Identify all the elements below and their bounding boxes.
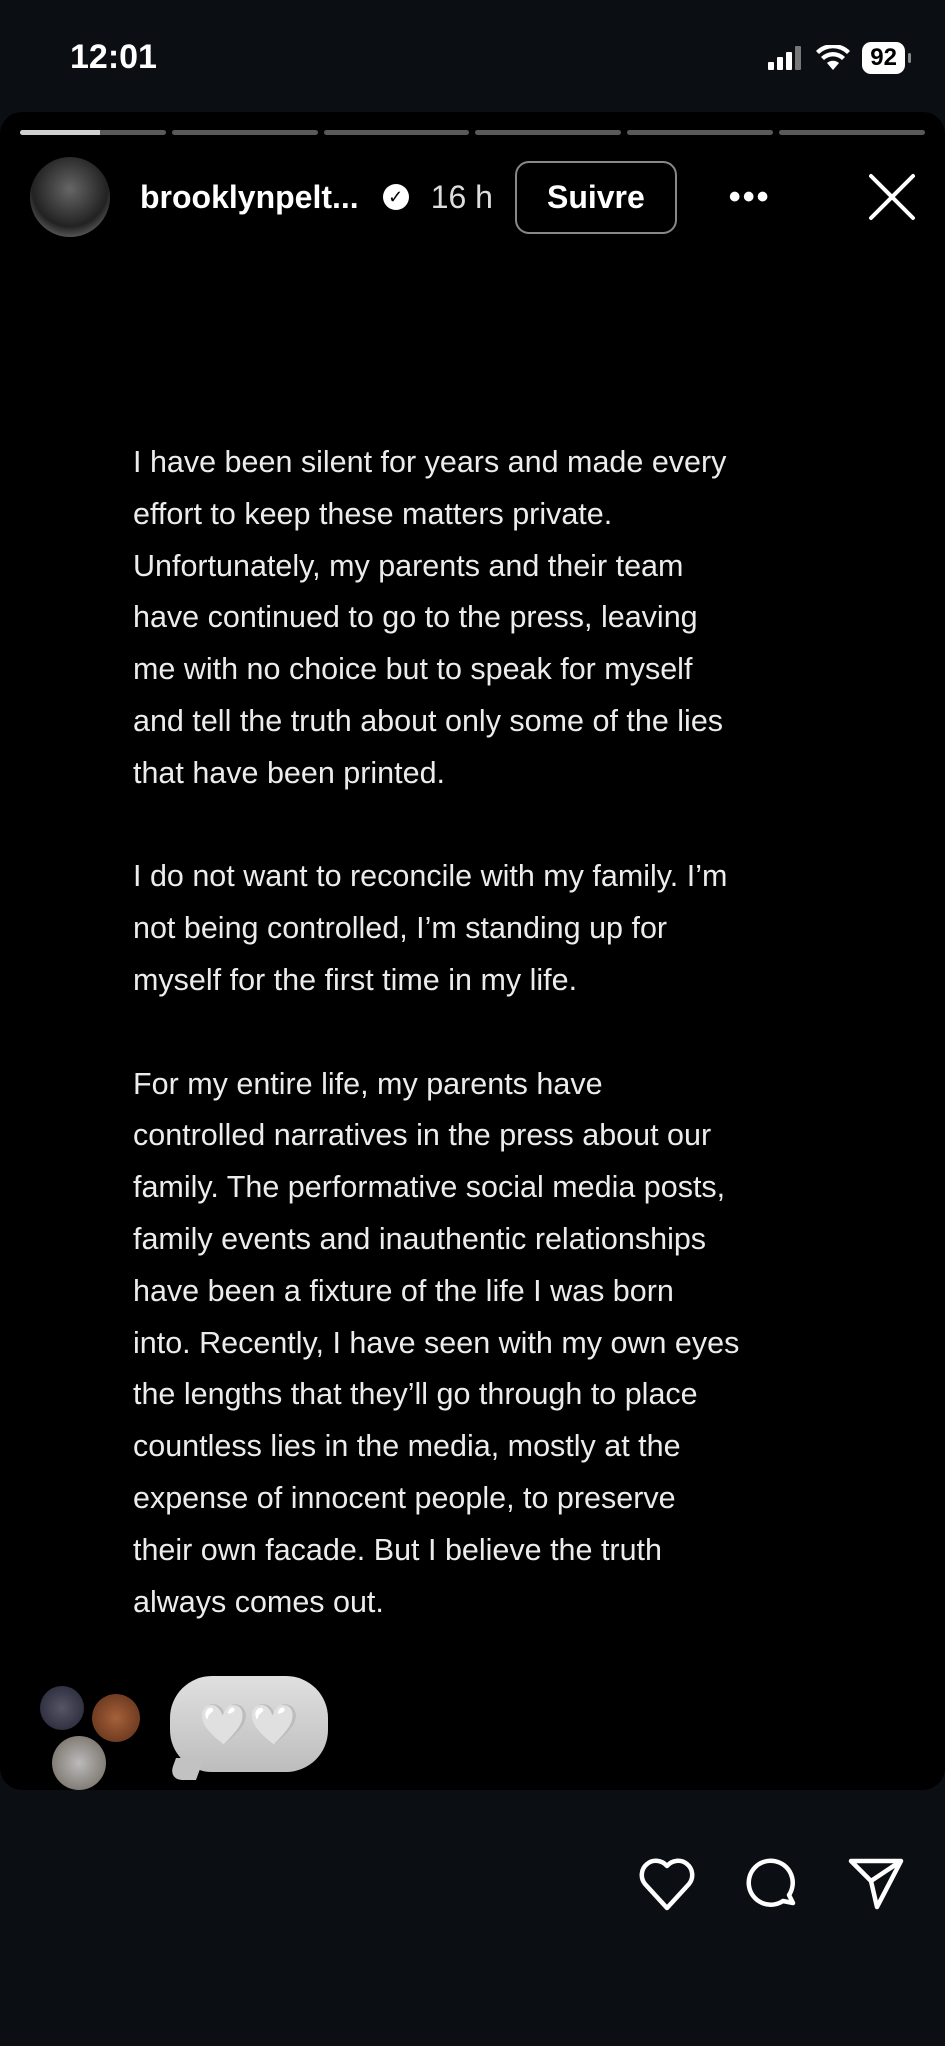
story-viewer[interactable] [0,112,945,1790]
battery-indicator: 92 [862,42,905,74]
text-line: have continued to go to the press, leaving [133,600,698,635]
paragraph [133,437,853,800]
paragraph [133,1059,853,1629]
avatar[interactable] [30,157,110,237]
progress-segment [172,130,318,135]
reaction-bubble[interactable]: 🤍🤍 [170,1676,328,1772]
progress-segment [324,130,470,135]
text-line: Unfortunately, my parents and their team [133,548,684,583]
paragraph [133,851,853,1006]
text-line: countless lies in the media, mostly at the [133,1429,681,1464]
story-text [133,437,853,1680]
progress-segment [20,130,166,135]
avatar [92,1694,140,1742]
text-line: that have been printed. [133,755,446,790]
avatar [52,1736,106,1790]
text-line: controlled narratives in the press about our [133,1118,712,1153]
text-line: family events and inauthentic relationships [133,1221,707,1256]
wifi-icon [816,45,850,71]
follow-button[interactable]: Suivre [515,161,677,234]
more-options-icon[interactable]: ••• [728,177,771,216]
status-bar [0,0,945,112]
text-line: have been a fixture of the life I was born [133,1273,674,1308]
story-actions [637,1855,905,1913]
comment-icon[interactable] [743,1855,801,1913]
username[interactable]: brooklynpelt... [140,178,359,215]
story-progress [20,130,925,135]
text-line: effort to keep these matters private. [133,496,613,531]
signal-icon [768,46,804,70]
text-line: me with no choice but to speak for myself [133,652,693,687]
text-line: always comes out. [133,1584,384,1619]
progress-segment [475,130,621,135]
text-line: family. The performative social media posts, [133,1170,726,1205]
close-icon[interactable] [867,172,917,222]
progress-segment [627,130,773,135]
status-time: 12:01 [70,38,157,76]
text-line: into. Recently, I have seen with my own eyes [133,1325,740,1360]
text-line: their own facade. But I believe the truth [133,1532,662,1567]
text-line: For my entire life, my parents have [133,1066,603,1101]
heart-icon[interactable] [637,1856,697,1912]
post-age: 16 h [430,178,493,215]
text-line: not being controlled, I’m standing up for [133,911,668,946]
text-line: I do not want to reconcile with my family. I’m [133,859,728,894]
text-line: the lengths that they’ll go through to place [133,1377,698,1412]
text-line: myself for the first time in my life. [133,962,578,997]
text-line: expense of innocent people, to preserve [133,1480,676,1515]
avatar [40,1686,84,1730]
reactor-avatars [38,1682,148,1790]
story-header [30,157,925,237]
verified-badge-icon: ✓ [383,184,409,210]
text-line: and tell the truth about only some of the lies [133,703,724,738]
share-icon[interactable] [847,1855,905,1913]
text-line: I have been silent for years and made every [133,445,727,479]
progress-segment [779,130,925,135]
